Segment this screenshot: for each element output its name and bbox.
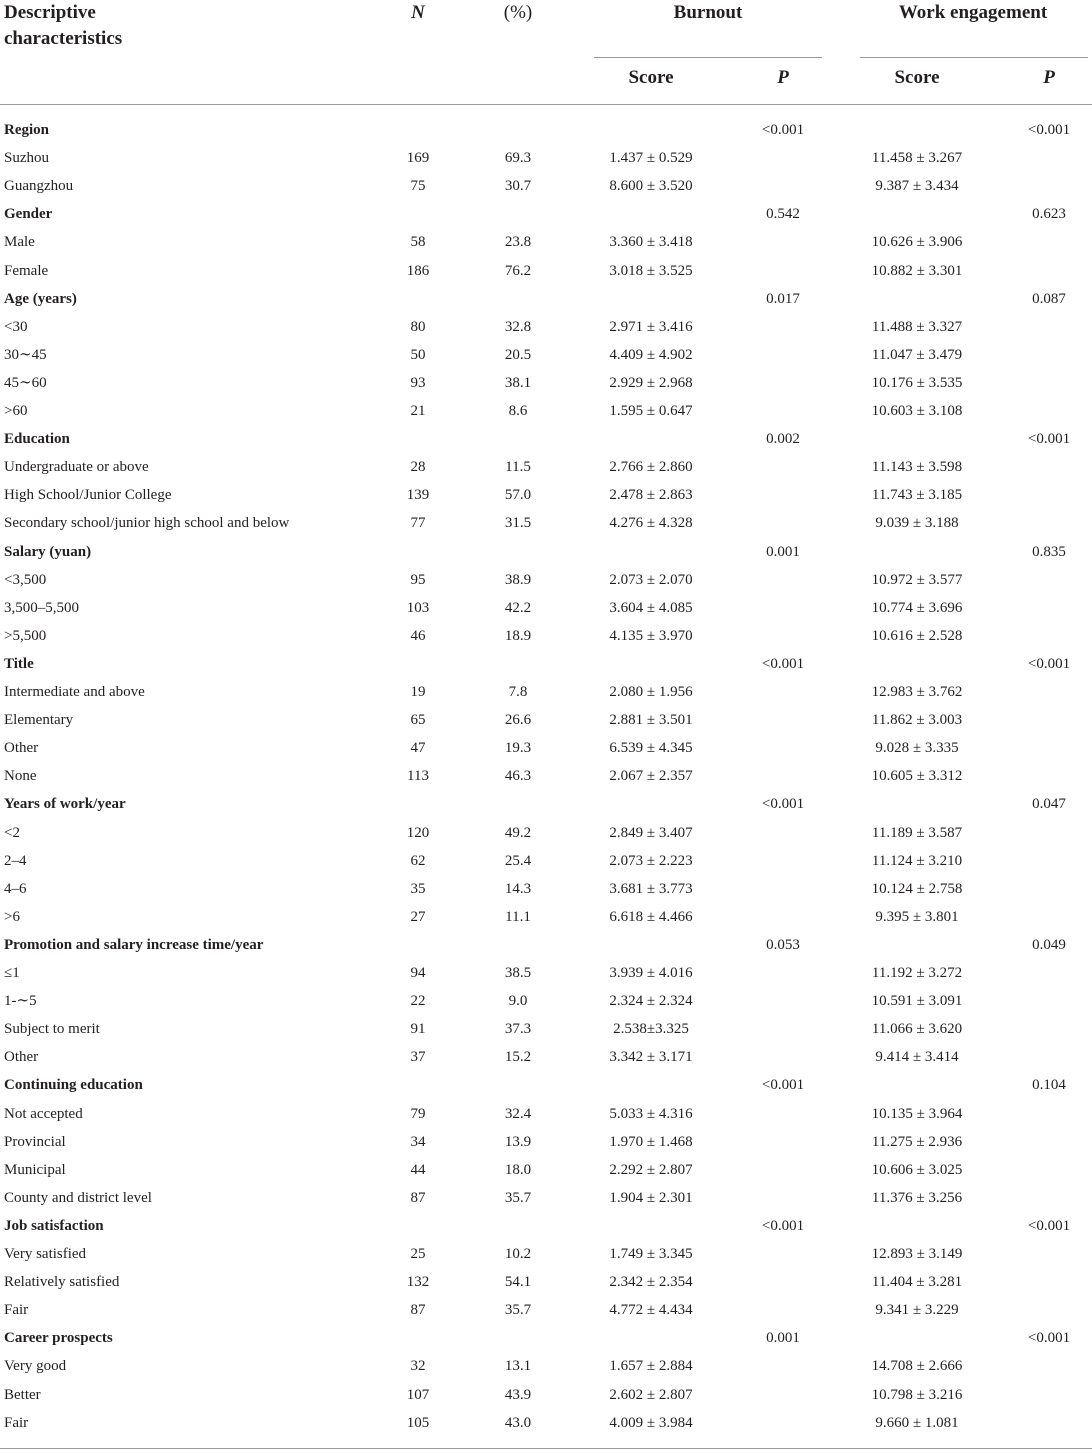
row-percent: 26.6 bbox=[504, 712, 532, 728]
row-label: Other bbox=[4, 1049, 39, 1065]
row-work-engagement-p: 0.623 bbox=[1032, 206, 1066, 222]
row-n: 44 bbox=[410, 1162, 426, 1178]
row-burnout-p: <0.001 bbox=[761, 796, 805, 812]
row-work-engagement-score: 10.882 ± 3.301 bbox=[871, 263, 963, 279]
row-n: 27 bbox=[410, 909, 426, 925]
row-burnout-score: 2.067 ± 2.357 bbox=[609, 768, 693, 784]
row-burnout-score: 2.073 ± 2.070 bbox=[609, 572, 693, 588]
row-work-engagement-score: 9.414 ± 3.414 bbox=[875, 1049, 959, 1065]
row-work-engagement-score: 9.660 ± 1.081 bbox=[875, 1415, 959, 1431]
row-burnout-score: 6.618 ± 4.466 bbox=[609, 909, 693, 925]
row-percent: 15.2 bbox=[504, 1049, 532, 1065]
row-n: 79 bbox=[410, 1106, 426, 1122]
row-work-engagement-score: 11.275 ± 2.936 bbox=[871, 1134, 963, 1150]
row-work-engagement-score: 10.774 ± 3.696 bbox=[871, 600, 963, 616]
row-label: Guangzhou bbox=[4, 178, 74, 194]
row-label: 1-∼5 bbox=[4, 993, 37, 1009]
row-work-engagement-score: 10.606 ± 3.025 bbox=[871, 1162, 963, 1178]
row-n: 139 bbox=[406, 487, 430, 503]
header-bottom-rule bbox=[0, 104, 1092, 105]
row-work-engagement-score: 11.047 ± 3.479 bbox=[871, 347, 963, 363]
header-work-engagement-p: P bbox=[1043, 67, 1055, 88]
row-label: Provincial bbox=[4, 1134, 66, 1150]
row-label: Female bbox=[4, 263, 49, 279]
group-label: Gender bbox=[4, 206, 53, 222]
row-n: 19 bbox=[410, 684, 426, 700]
row-burnout-score: 4.276 ± 4.328 bbox=[609, 515, 693, 531]
header-characteristics-line1: Descriptive bbox=[4, 2, 96, 23]
row-label: Very good bbox=[4, 1358, 67, 1374]
row-label: Suzhou bbox=[4, 150, 49, 166]
row-percent: 25.4 bbox=[504, 853, 532, 869]
row-burnout-score: 3.939 ± 4.016 bbox=[609, 965, 693, 981]
row-label: Very satisfied bbox=[4, 1246, 87, 1262]
row-label: Relatively satisfied bbox=[4, 1274, 120, 1290]
row-n: 28 bbox=[410, 459, 426, 475]
row-label: None bbox=[4, 768, 37, 784]
row-label: Other bbox=[4, 740, 39, 756]
row-n: 77 bbox=[410, 515, 426, 531]
row-burnout-score: 4.009 ± 3.984 bbox=[609, 1415, 693, 1431]
row-percent: 13.1 bbox=[504, 1358, 532, 1374]
row-work-engagement-score: 12.983 ± 3.762 bbox=[871, 684, 963, 700]
row-label: High School/Junior College bbox=[4, 487, 172, 503]
row-label: 3,500–5,500 bbox=[4, 600, 79, 616]
row-burnout-p: 0.001 bbox=[766, 1330, 800, 1346]
row-burnout-score: 2.929 ± 2.968 bbox=[609, 375, 693, 391]
row-burnout-p: <0.001 bbox=[761, 656, 805, 672]
row-percent: 69.3 bbox=[504, 150, 532, 166]
row-n: 37 bbox=[410, 1049, 426, 1065]
row-work-engagement-score: 10.605 ± 3.312 bbox=[871, 768, 963, 784]
work-engagement-rule bbox=[860, 57, 1088, 58]
row-burnout-score: 1.749 ± 3.345 bbox=[609, 1246, 693, 1262]
row-n: 62 bbox=[410, 853, 426, 869]
row-work-engagement-score: 9.341 ± 3.229 bbox=[875, 1302, 959, 1318]
row-label: 2–4 bbox=[4, 853, 27, 869]
row-n: 113 bbox=[407, 768, 429, 784]
row-percent: 57.0 bbox=[504, 487, 532, 503]
row-label: 45∼60 bbox=[4, 375, 47, 391]
row-percent: 54.1 bbox=[504, 1274, 532, 1290]
row-burnout-score: 8.600 ± 3.520 bbox=[609, 178, 693, 194]
group-label: Promotion and salary increase time/year bbox=[4, 937, 264, 953]
row-work-engagement-score: 11.458 ± 3.267 bbox=[871, 150, 963, 166]
row-burnout-score: 2.292 ± 2.807 bbox=[609, 1162, 693, 1178]
row-n: 80 bbox=[410, 319, 426, 335]
row-n: 87 bbox=[410, 1190, 426, 1206]
row-burnout-score: 5.033 ± 4.316 bbox=[609, 1106, 693, 1122]
row-label: 30∼45 bbox=[4, 347, 47, 363]
group-label: Years of work/year bbox=[4, 796, 126, 812]
row-work-engagement-p: <0.001 bbox=[1027, 1218, 1071, 1234]
row-label: >6 bbox=[4, 909, 20, 925]
row-burnout-score: 4.135 ± 3.970 bbox=[609, 628, 693, 644]
row-work-engagement-p: 0.049 bbox=[1032, 937, 1066, 953]
row-burnout-score: 2.342 ± 2.354 bbox=[609, 1274, 693, 1290]
row-percent: 18.0 bbox=[504, 1162, 532, 1178]
row-n: 35 bbox=[410, 881, 426, 897]
row-burnout-score: 2.881 ± 3.501 bbox=[609, 712, 693, 728]
header-burnout-p: P bbox=[777, 67, 789, 88]
row-work-engagement-p: <0.001 bbox=[1027, 431, 1071, 447]
row-work-engagement-score: 11.189 ± 3.587 bbox=[871, 825, 963, 841]
row-work-engagement-score: 11.862 ± 3.003 bbox=[871, 712, 963, 728]
row-burnout-score: 4.409 ± 4.902 bbox=[609, 347, 693, 363]
row-work-engagement-p: 0.104 bbox=[1032, 1077, 1066, 1093]
row-burnout-score: 1.904 ± 2.301 bbox=[609, 1190, 693, 1206]
row-label: >5,500 bbox=[4, 628, 47, 644]
row-work-engagement-score: 9.395 ± 3.801 bbox=[875, 909, 959, 925]
row-label: Undergraduate or above bbox=[4, 459, 149, 475]
row-n: 94 bbox=[410, 965, 426, 981]
row-burnout-p: 0.053 bbox=[766, 937, 800, 953]
row-percent: 37.3 bbox=[504, 1021, 532, 1037]
row-burnout-score: 2.602 ± 2.807 bbox=[609, 1387, 693, 1403]
group-label: Salary (yuan) bbox=[4, 544, 92, 560]
row-n: 107 bbox=[406, 1387, 430, 1403]
row-percent: 38.9 bbox=[504, 572, 532, 588]
row-percent: 9.0 bbox=[508, 993, 528, 1009]
row-work-engagement-score: 10.603 ± 3.108 bbox=[871, 403, 963, 419]
row-percent: 31.5 bbox=[504, 515, 532, 531]
header-n: N bbox=[411, 2, 425, 23]
row-n: 65 bbox=[410, 712, 426, 728]
row-n: 32 bbox=[410, 1358, 426, 1374]
row-percent: 38.5 bbox=[504, 965, 532, 981]
row-n: 21 bbox=[410, 403, 426, 419]
row-label: Better bbox=[4, 1387, 41, 1403]
header-work-engagement-score: Score bbox=[894, 67, 940, 88]
row-label: Fair bbox=[4, 1415, 29, 1431]
row-work-engagement-p: <0.001 bbox=[1027, 1330, 1071, 1346]
row-work-engagement-p: <0.001 bbox=[1027, 122, 1071, 138]
row-percent: 18.9 bbox=[504, 628, 532, 644]
table-bottom-rule bbox=[0, 1448, 1092, 1449]
row-work-engagement-score: 10.176 ± 3.535 bbox=[871, 375, 963, 391]
row-work-engagement-score: 12.893 ± 3.149 bbox=[871, 1246, 963, 1262]
group-label: Age (years) bbox=[4, 291, 77, 307]
row-work-engagement-score: 9.028 ± 3.335 bbox=[875, 740, 959, 756]
row-burnout-score: 2.478 ± 2.863 bbox=[609, 487, 693, 503]
row-percent: 11.1 bbox=[505, 909, 531, 925]
row-work-engagement-score: 10.798 ± 3.216 bbox=[871, 1387, 963, 1403]
row-label: Subject to merit bbox=[4, 1021, 100, 1037]
row-percent: 49.2 bbox=[504, 825, 532, 841]
row-label: <3,500 bbox=[4, 572, 47, 588]
row-percent: 32.4 bbox=[504, 1106, 532, 1122]
row-burnout-score: 1.437 ± 0.529 bbox=[609, 150, 693, 166]
row-burnout-score: 2.324 ± 2.324 bbox=[609, 993, 693, 1009]
row-label: >60 bbox=[4, 403, 28, 419]
row-n: 120 bbox=[406, 825, 430, 841]
row-label: Not accepted bbox=[4, 1106, 83, 1122]
row-percent: 10.2 bbox=[504, 1246, 532, 1262]
row-burnout-p: 0.002 bbox=[766, 431, 800, 447]
row-n: 58 bbox=[410, 234, 426, 250]
row-work-engagement-score: 10.124 ± 2.758 bbox=[871, 881, 963, 897]
row-burnout-p: 0.017 bbox=[766, 291, 800, 307]
row-burnout-p: <0.001 bbox=[761, 1218, 805, 1234]
row-label: Municipal bbox=[4, 1162, 66, 1178]
row-percent: 35.7 bbox=[504, 1190, 532, 1206]
row-label: Fair bbox=[4, 1302, 29, 1318]
row-n: 186 bbox=[406, 263, 430, 279]
row-burnout-score: 2.971 ± 3.416 bbox=[609, 319, 693, 335]
header-burnout-score: Score bbox=[628, 67, 674, 88]
row-work-engagement-p: 0.835 bbox=[1032, 544, 1066, 560]
row-n: 93 bbox=[410, 375, 426, 391]
row-percent: 35.7 bbox=[504, 1302, 532, 1318]
row-burnout-score: 2.080 ± 1.956 bbox=[609, 684, 693, 700]
row-burnout-p: <0.001 bbox=[761, 122, 805, 138]
row-percent: 42.2 bbox=[504, 600, 532, 616]
row-work-engagement-score: 9.039 ± 3.188 bbox=[875, 515, 959, 531]
row-work-engagement-score: 10.972 ± 3.577 bbox=[871, 572, 963, 588]
row-burnout-score: 6.539 ± 4.345 bbox=[609, 740, 693, 756]
group-label: Title bbox=[4, 656, 34, 672]
row-work-engagement-score: 9.387 ± 3.434 bbox=[875, 178, 959, 194]
header-percent: (%) bbox=[503, 2, 533, 23]
row-work-engagement-p: 0.087 bbox=[1032, 291, 1066, 307]
row-percent: 30.7 bbox=[504, 178, 532, 194]
row-label: Intermediate and above bbox=[4, 684, 145, 700]
row-percent: 23.8 bbox=[504, 234, 532, 250]
row-n: 50 bbox=[410, 347, 426, 363]
row-label: <30 bbox=[4, 319, 28, 335]
row-burnout-p: <0.001 bbox=[761, 1077, 805, 1093]
row-n: 132 bbox=[406, 1274, 430, 1290]
group-label: Job satisfaction bbox=[4, 1218, 104, 1234]
row-burnout-score: 2.073 ± 2.223 bbox=[609, 853, 693, 869]
row-n: 105 bbox=[406, 1415, 430, 1431]
row-percent: 38.1 bbox=[504, 375, 532, 391]
row-work-engagement-score: 11.066 ± 3.620 bbox=[871, 1021, 963, 1037]
row-work-engagement-score: 11.124 ± 3.210 bbox=[871, 853, 963, 869]
row-burnout-score: 4.772 ± 4.434 bbox=[609, 1302, 693, 1318]
row-n: 25 bbox=[410, 1246, 426, 1262]
row-n: 46 bbox=[410, 628, 426, 644]
row-label: <2 bbox=[4, 825, 20, 841]
row-label: Elementary bbox=[4, 712, 74, 728]
row-work-engagement-score: 10.135 ± 3.964 bbox=[871, 1106, 963, 1122]
row-burnout-score: 3.018 ± 3.525 bbox=[609, 263, 693, 279]
row-work-engagement-score: 11.404 ± 3.281 bbox=[871, 1274, 963, 1290]
row-work-engagement-score: 11.743 ± 3.185 bbox=[871, 487, 963, 503]
header-work-engagement: Work engagement bbox=[898, 2, 1048, 23]
row-percent: 46.3 bbox=[504, 768, 532, 784]
row-burnout-score: 3.681 ± 3.773 bbox=[609, 881, 693, 897]
burnout-rule bbox=[594, 57, 822, 58]
row-work-engagement-score: 11.192 ± 3.272 bbox=[871, 965, 963, 981]
row-burnout-score: 2.849 ± 3.407 bbox=[609, 825, 693, 841]
row-work-engagement-score: 10.591 ± 3.091 bbox=[871, 993, 963, 1009]
row-burnout-score: 1.595 ± 0.647 bbox=[609, 403, 693, 419]
row-burnout-score: 3.604 ± 4.085 bbox=[609, 600, 693, 616]
row-work-engagement-score: 11.143 ± 3.598 bbox=[871, 459, 963, 475]
row-n: 75 bbox=[410, 178, 426, 194]
row-percent: 8.6 bbox=[508, 403, 528, 419]
row-percent: 32.8 bbox=[504, 319, 532, 335]
row-work-engagement-score: 11.488 ± 3.327 bbox=[871, 319, 963, 335]
row-work-engagement-score: 10.616 ± 2.528 bbox=[871, 628, 963, 644]
row-percent: 43.9 bbox=[504, 1387, 532, 1403]
row-n: 95 bbox=[410, 572, 426, 588]
row-n: 47 bbox=[410, 740, 426, 756]
row-n: 103 bbox=[406, 600, 430, 616]
row-work-engagement-p: <0.001 bbox=[1027, 656, 1071, 672]
row-percent: 11.5 bbox=[505, 459, 531, 475]
row-percent: 19.3 bbox=[504, 740, 532, 756]
group-label: Education bbox=[4, 431, 70, 447]
row-percent: 20.5 bbox=[504, 347, 532, 363]
row-burnout-score: 1.970 ± 1.468 bbox=[609, 1134, 693, 1150]
group-label: Career prospects bbox=[4, 1330, 113, 1346]
row-label: Secondary school/junior high school and below bbox=[4, 515, 290, 531]
row-n: 22 bbox=[410, 993, 426, 1009]
row-n: 34 bbox=[410, 1134, 426, 1150]
row-percent: 76.2 bbox=[504, 263, 532, 279]
row-label: Male bbox=[4, 234, 35, 250]
header-characteristics-line2: characteristics bbox=[4, 28, 123, 49]
row-label: 4–6 bbox=[4, 881, 27, 897]
row-burnout-p: 0.001 bbox=[766, 544, 800, 560]
row-burnout-score: 1.657 ± 2.884 bbox=[609, 1358, 693, 1374]
row-n: 91 bbox=[410, 1021, 426, 1037]
row-percent: 14.3 bbox=[504, 881, 532, 897]
group-label: Continuing education bbox=[4, 1077, 143, 1093]
row-burnout-score: 3.342 ± 3.171 bbox=[609, 1049, 693, 1065]
row-n: 87 bbox=[410, 1302, 426, 1318]
row-label: County and district level bbox=[4, 1190, 152, 1206]
row-work-engagement-score: 14.708 ± 2.666 bbox=[871, 1358, 963, 1374]
row-burnout-score: 3.360 ± 3.418 bbox=[609, 234, 693, 250]
group-label: Region bbox=[4, 122, 49, 138]
row-work-engagement-score: 10.626 ± 3.906 bbox=[871, 234, 963, 250]
row-label: ≤1 bbox=[4, 965, 20, 981]
header-burnout: Burnout bbox=[673, 2, 743, 23]
row-percent: 43.0 bbox=[504, 1415, 532, 1431]
row-percent: 13.9 bbox=[504, 1134, 532, 1150]
row-work-engagement-score: 11.376 ± 3.256 bbox=[871, 1190, 963, 1206]
row-burnout-score: 2.538±3.325 bbox=[613, 1021, 689, 1037]
row-percent: 7.8 bbox=[508, 684, 528, 700]
row-n: 169 bbox=[406, 150, 430, 166]
row-work-engagement-p: 0.047 bbox=[1032, 796, 1066, 812]
row-burnout-score: 2.766 ± 2.860 bbox=[609, 459, 693, 475]
row-burnout-p: 0.542 bbox=[766, 206, 800, 222]
